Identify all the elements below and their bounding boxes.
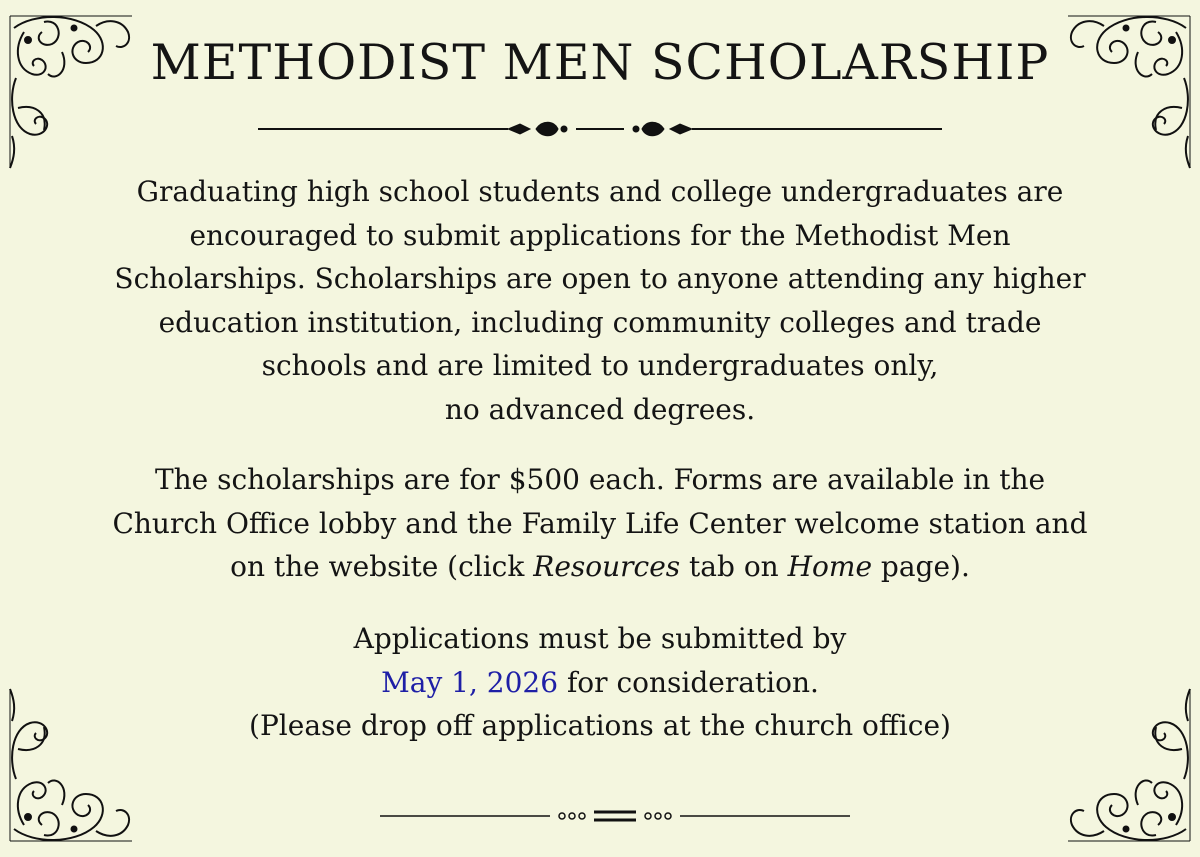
- ornamental-divider-icon: [380, 804, 850, 828]
- deadline-date: May 1, 2026: [381, 665, 559, 699]
- deadline-line: [100, 661, 1100, 705]
- intro-line: no advanced degrees.: [444, 392, 756, 426]
- forms-line: The scholarships are for $500 each. Forms are available in the: [154, 463, 1046, 496]
- page-title: METHODIST MEN SCHOLARSHIP: [150, 34, 1050, 91]
- intro-line: encouraged to submit applications for the Methodist Men: [189, 218, 1011, 252]
- deadline-paragraph: [100, 617, 1100, 748]
- ornamental-divider-icon: [258, 114, 942, 144]
- deadline-line: Applications must be submitted by: [353, 622, 847, 655]
- forms-line-prefix: on the website (click: [230, 550, 534, 583]
- intro-line: schools and are limited to undergraduates only,: [261, 349, 939, 382]
- forms-line-suffix: page).: [872, 550, 970, 583]
- forms-line: Church Office lobby and the Family Life Center welcome station and: [112, 506, 1088, 540]
- intro-line: education institution, including community colleges and trade: [158, 305, 1042, 339]
- forms-paragraph: [100, 458, 1100, 589]
- intro-line: Scholarships. Scholarships are open to anyone attending any higher: [114, 262, 1086, 295]
- forms-line: [100, 545, 1100, 589]
- home-page-name: Home: [787, 550, 873, 583]
- forms-line-middle: tab on: [680, 550, 788, 583]
- deadline-suffix: for consideration.: [558, 665, 819, 699]
- drop-off-note: (Please drop off applications at the church office): [249, 709, 951, 742]
- resources-tab-name: Resources: [533, 550, 681, 583]
- intro-line: Graduating high school students and college undergraduates are: [136, 175, 1064, 208]
- intro-paragraph: [100, 170, 1100, 431]
